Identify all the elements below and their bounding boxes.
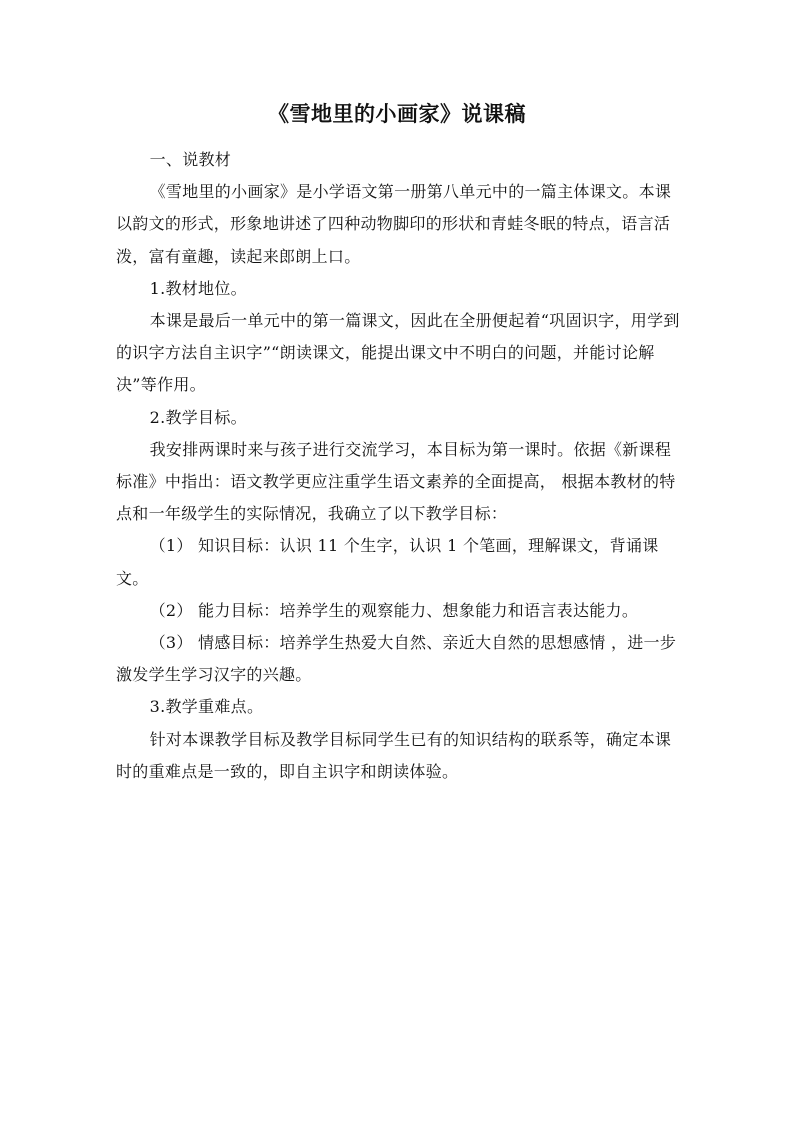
subheading-key-difficulties: 3.教学重难点。	[149, 697, 264, 717]
subheading-teaching-goals: 2.教学目标。	[149, 407, 247, 427]
document-title: 《雪地里的小画家》说课稿	[268, 101, 526, 126]
paragraph-material-position: 本课是最后一单元中的第一篇课文，因此在全册便起着“巩固识字，用学到的识字方法自主识字”“朗读课文，能提出课文中不明白的问题，并能讨论解决”等作用。	[116, 311, 680, 395]
section-heading-teaching-material: 一、说教材	[149, 150, 232, 169]
paragraph-introduction: 《雪地里的小画家》是小学语文第一册第八单元中的一篇主体课文。本课以韵文的形式，形象地讲述了四种动物脚印的形状和青蛙冬眠的特点，语言活泼，富有童趣，读起来郎朗上口。	[116, 182, 672, 266]
goal-item-ability: （2） 能力目标：培养学生的观察能力、想象能力和语言表达能力。	[149, 600, 639, 620]
goal-item-emotion: （3） 情感目标：培养学生热爱大自然、亲近大自然的思想感情 ，进一步激发学生学习汉字的兴趣。	[116, 633, 677, 685]
document-body	[116, 144, 686, 788]
subheading-material-position: 1.教材地位。	[149, 278, 247, 298]
paragraph-teaching-goals: 我安排两课时来与孩子进行交流学习，本目标为第一课时。依据《新课程标准》中指出：语文教学更应注重学生语文素养的全面提高， 根据本教材的特点和一年级学生的实际情况，我确立了以下教学目标：	[116, 439, 676, 524]
goal-item-knowledge: （1） 知识目标：认识 11 个生字，认识 1 个笔画，理解课文，背诵课文。	[116, 536, 659, 588]
paragraph-key-difficulties: 针对本课教学目标及教学目标同学生已有的知识结构的联系等，确定本课时的重难点是一致的，即自主识字和朗读体验。	[116, 729, 672, 781]
